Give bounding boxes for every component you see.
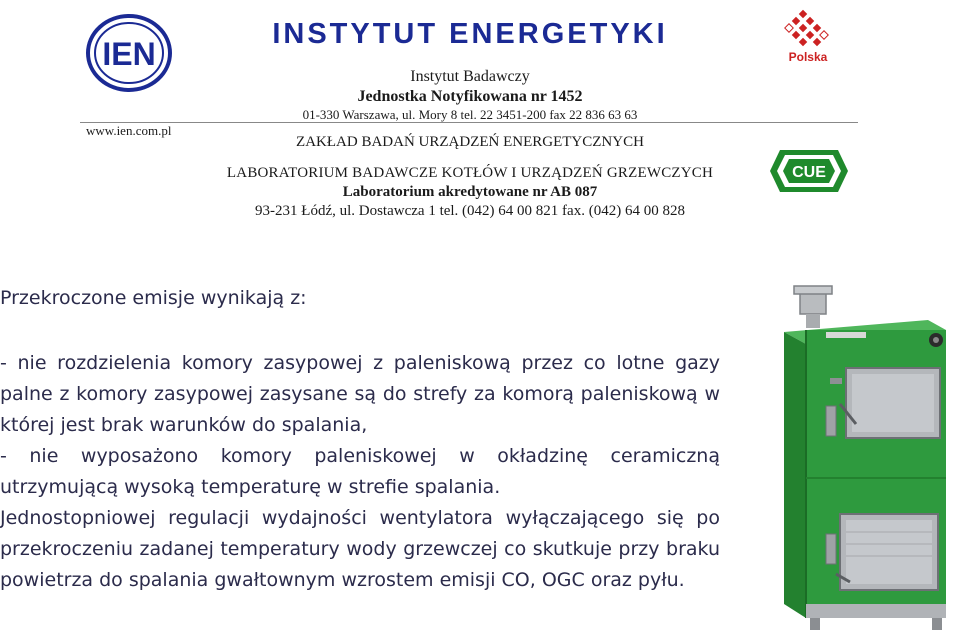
main-text (0, 283, 720, 596)
paragraph-2: - nie wyposażono komory paleniskowej w okładzinę ceramiczną utrzymującą wysoką temperaturę w strefie spalania. (0, 445, 720, 498)
laboratory-name: LABORATORIUM BADAWCZE KOTŁÓW I URZĄDZEŃ GRZEWCZYCH (226, 165, 714, 181)
website-link[interactable]: www.ien.com.pl (86, 123, 172, 138)
department-name: ZAKŁAD BADAŃ URZĄDZEŃ ENERGETYCZNYCH (296, 134, 644, 150)
institute-subtitle: Instytut Badawczy (410, 68, 530, 85)
boiler-image (770, 282, 960, 634)
lead-sentence: Przekroczone emisje wynikają z: (0, 287, 307, 309)
cue-logo-text: CUE (792, 164, 826, 181)
ien-logo-text: IEN (102, 36, 156, 72)
institute-title: INSTYTUT ENERGETYKI (272, 18, 668, 50)
ien-logo (86, 14, 172, 92)
institute-address: 01-330 Warszawa, ul. Mory 8 tel. 22 3451-200 fax 22 836 63 63 (302, 107, 638, 122)
laboratory-address: 93-231 Łódź, ul. Dostawcza 1 tel. (042) 64 00 821 fax. (042) 64 00 828 (255, 203, 685, 219)
paragraph-3: Jednostopniowej regulacji wydajności wentylatora wyłączającego się po przekroczeniu zadanej temperatury wody grzewczej co skutkuje przy braku powietrza do spalania gwałtownym wzrostem emisji CO, OGC oraz pyłu. (0, 507, 720, 591)
polska-logo-text: Polska (788, 50, 828, 64)
cue-logo (768, 148, 850, 194)
header-divider (80, 122, 858, 123)
laboratory-accreditation: Laboratorium akredytowane nr AB 087 (342, 184, 598, 200)
notified-body: Jednostka Notyfikowana nr 1452 (357, 88, 583, 105)
paragraph-1: - nie rozdzielenia komory zasypowej z paleniskową przez co lotne gazy palne z komory zasypowej zasysane są do strefy za komorą paleniskową w której jest brak warunków do spalania, (0, 352, 720, 436)
